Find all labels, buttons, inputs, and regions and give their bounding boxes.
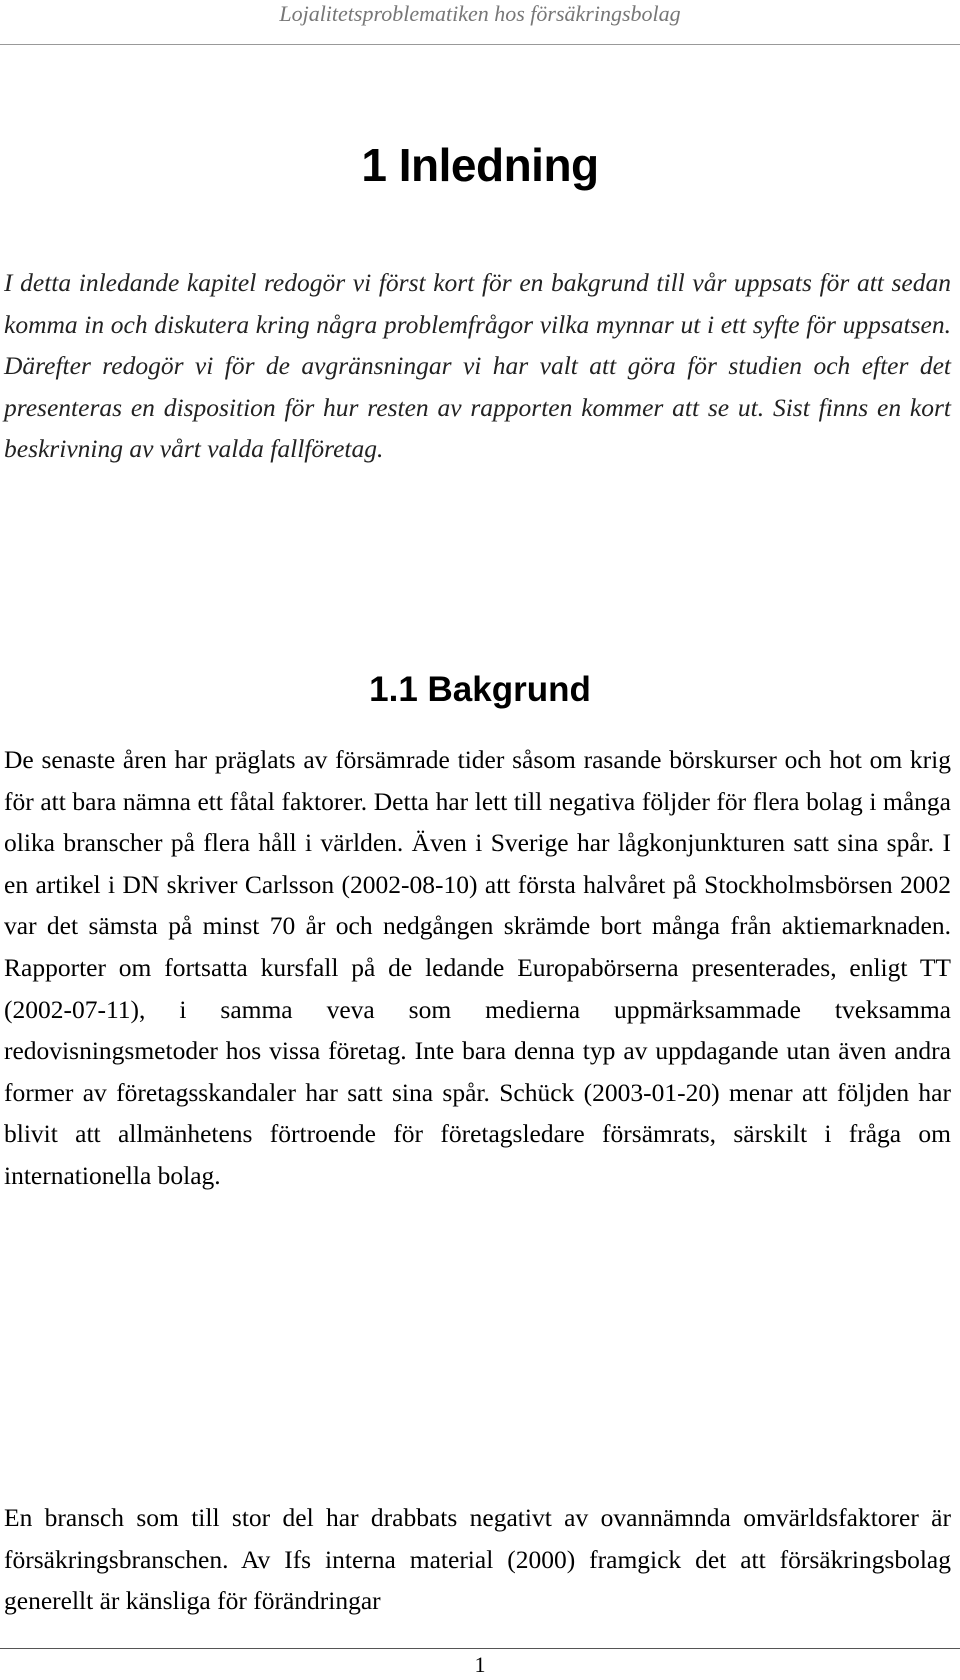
chapter-heading: 1 Inledning [361,139,599,191]
page-number: 1 [474,1652,486,1677]
section-heading: 1.1 Bakgrund [369,670,591,709]
header-divider [0,44,960,45]
running-header-title: Lojalitetsproblematiken hos försäkringsbolag [279,1,681,26]
chapter-intro-paragraph: I detta inledande kapitel redogör vi först kort för en bakgrund till vår uppsats för att sedan komma in och diskutera kring några problemfrågor vilka mynnar ut i ett syfte för uppsatsen. Därefter redogör vi för de avgränsningar vi har valt att göra för studien och efter det presenteras en disposition för hur resten av rapporten kommer att se ut. Sist finns en kort beskrivning av vårt valda fallföretag. [4,268,951,464]
body-paragraph: De senaste åren har präglats av försämrade tider såsom rasande börskurser och hot om krig för att bara nämna ett fåtal faktorer. Detta har lett till negativa följder för flera bolag i många olika branscher på flera håll i världen. Även i Sverige har lågkonjunkturen satt sina spår. I en artikel i DN skriver Carlsson (2002-08-10) att första halvåret på Stockholmsbörsen 2002 var det sämsta på minst 70 år och nedgången skrämde bort många från aktiemarknaden. Rapporter om fortsatta kursfall på de ledande Europabörserna presenterades, enligt TT (2002-07-11), i samma veva som medierna uppmärksammade tveksamma redovisningsmetoder hos vissa företag. Inte bara denna typ av uppdagande utan även andra former av företagsskandaler har satt sina spår. Schück (2003-01-20) menar att följden har blivit att allmänhetens förtroende för företagsledare försämrats, särskilt i fråga om internationella bolag. [4,745,951,1190]
footer-divider [0,1648,960,1649]
body-paragraph: En bransch som till stor del har drabbats negativt av ovannämnda omvärldsfaktorer är försäkringsbranschen. Av Ifs interna material (2000) framgick det att försäkringsbolag generellt är känsliga för förändringar [4,1503,951,1616]
